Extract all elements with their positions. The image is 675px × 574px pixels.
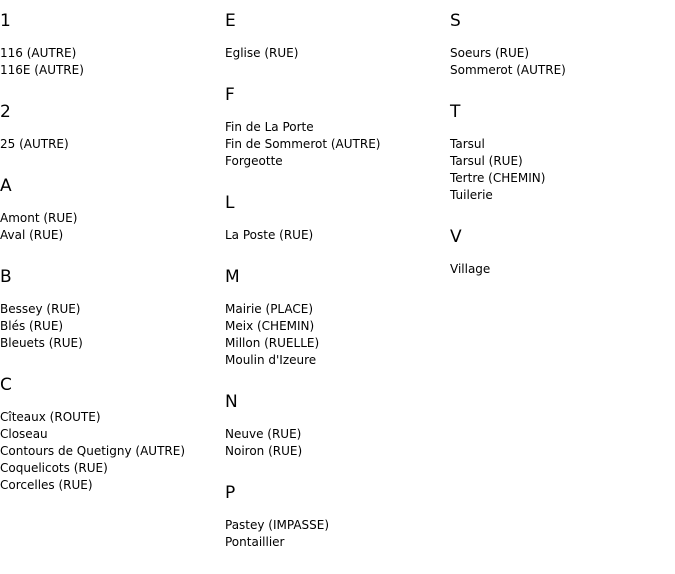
- street-link[interactable]: Forgeotte: [225, 154, 283, 168]
- street-list-item: [450, 170, 670, 187]
- street-list-item: [225, 352, 445, 369]
- street-list: [0, 136, 220, 153]
- letter-heading: L: [225, 193, 235, 213]
- letter-heading: T: [450, 102, 461, 122]
- street-link[interactable]: La Poste (RUE): [225, 228, 314, 242]
- letter-group: [450, 11, 670, 79]
- street-list-item: [0, 426, 220, 443]
- letter-group: [0, 11, 220, 79]
- street-list-item: [225, 534, 445, 551]
- letter-group: [225, 193, 445, 244]
- street-list-item: [0, 443, 220, 460]
- street-list-item: [450, 62, 670, 79]
- street-list-item: [225, 136, 445, 153]
- street-list-item: [225, 318, 445, 335]
- street-list: [0, 301, 220, 352]
- street-link[interactable]: Millon (RUELLE): [225, 336, 320, 350]
- street-list-item: [0, 45, 220, 62]
- street-list-item: [225, 443, 445, 460]
- letter-heading: 2: [0, 102, 11, 122]
- street-list-item: [0, 335, 220, 352]
- street-list-item: [450, 187, 670, 204]
- street-link[interactable]: Fin de La Porte: [225, 120, 314, 134]
- street-list: [225, 119, 445, 170]
- street-link[interactable]: Aval (RUE): [0, 228, 64, 242]
- street-list-item: [450, 261, 670, 278]
- street-link[interactable]: Pontaillier: [225, 535, 285, 549]
- street-link[interactable]: Village: [450, 262, 491, 276]
- street-list-item: [0, 301, 220, 318]
- street-list-item: [0, 227, 220, 244]
- street-list-item: [225, 426, 445, 443]
- street-list-item: [0, 210, 220, 227]
- street-list-item: [0, 460, 220, 477]
- street-link[interactable]: Tarsul: [450, 137, 485, 151]
- street-list-item: [0, 409, 220, 426]
- street-link[interactable]: Eglise (RUE): [225, 46, 299, 60]
- street-list-item: [225, 335, 445, 352]
- street-list: [225, 426, 445, 460]
- street-link[interactable]: Bleuets (RUE): [0, 336, 83, 350]
- street-list-item: [225, 119, 445, 136]
- street-link[interactable]: Bessey (RUE): [0, 302, 81, 316]
- street-link[interactable]: Tertre (CHEMIN): [450, 171, 546, 185]
- letter-group: [225, 85, 445, 170]
- street-list: [450, 136, 670, 204]
- street-link[interactable]: Blés (RUE): [0, 319, 64, 333]
- street-link[interactable]: 25 (AUTRE): [0, 137, 69, 151]
- street-list-item: [0, 318, 220, 335]
- letter-group: [0, 176, 220, 244]
- street-link[interactable]: Cîteaux (ROUTE): [0, 410, 101, 424]
- street-list-item: [0, 136, 220, 153]
- street-link[interactable]: Coquelicots (RUE): [0, 461, 108, 475]
- street-list-item: [450, 136, 670, 153]
- street-link[interactable]: Contours de Quetigny (AUTRE): [0, 444, 186, 458]
- street-index-column-1: [0, 11, 220, 517]
- letter-heading: 1: [0, 11, 11, 31]
- letter-heading: S: [450, 11, 461, 31]
- street-index-column-2: [225, 11, 445, 574]
- street-list-item: [225, 301, 445, 318]
- street-list: [0, 409, 220, 494]
- letter-heading: P: [225, 483, 236, 503]
- letter-group: [225, 11, 445, 62]
- street-link[interactable]: Pastey (IMPASSE): [225, 518, 330, 532]
- street-list-item: [225, 227, 445, 244]
- street-link[interactable]: Moulin d'Izeure: [225, 353, 317, 367]
- street-list-item: [0, 62, 220, 79]
- street-link[interactable]: 116E (AUTRE): [0, 63, 84, 77]
- street-list: [225, 301, 445, 369]
- street-list: [225, 517, 445, 551]
- street-link[interactable]: Tarsul (RUE): [450, 154, 523, 168]
- street-list: [225, 45, 445, 62]
- letter-group: [0, 375, 220, 494]
- letter-group: [450, 227, 670, 278]
- street-list-item: [450, 45, 670, 62]
- street-link[interactable]: Soeurs (RUE): [450, 46, 530, 60]
- street-list: [450, 261, 670, 278]
- street-link[interactable]: Noiron (RUE): [225, 444, 303, 458]
- street-link[interactable]: Tuilerie: [450, 188, 493, 202]
- street-link[interactable]: 116 (AUTRE): [0, 46, 77, 60]
- street-list-item: [225, 153, 445, 170]
- street-list: [225, 227, 445, 244]
- street-list: [0, 210, 220, 244]
- street-link[interactable]: Amont (RUE): [0, 211, 78, 225]
- letter-heading: B: [0, 267, 12, 287]
- letter-heading: E: [225, 11, 236, 31]
- street-list-item: [225, 45, 445, 62]
- letter-heading: A: [0, 176, 12, 196]
- street-link[interactable]: Corcelles (RUE): [0, 478, 93, 492]
- street-link[interactable]: Closeau: [0, 427, 48, 441]
- street-list-item: [450, 153, 670, 170]
- street-link[interactable]: Neuve (RUE): [225, 427, 302, 441]
- letter-heading: V: [450, 227, 462, 247]
- street-index-column-3: [450, 11, 670, 301]
- letter-group: [225, 483, 445, 551]
- letter-group: [225, 392, 445, 460]
- street-link[interactable]: Mairie (PLACE): [225, 302, 314, 316]
- letter-group: [0, 267, 220, 352]
- street-link[interactable]: Sommerot (AUTRE): [450, 63, 566, 77]
- street-list: [450, 45, 670, 79]
- letter-group: [225, 267, 445, 369]
- letter-heading: M: [225, 267, 240, 287]
- letter-heading: C: [0, 375, 12, 395]
- letter-heading: N: [225, 392, 238, 412]
- street-list-item: [0, 477, 220, 494]
- street-list-item: [225, 517, 445, 534]
- letter-heading: F: [225, 85, 235, 105]
- street-link[interactable]: Fin de Sommerot (AUTRE): [225, 137, 381, 151]
- letter-group: [450, 102, 670, 204]
- letter-group: [0, 102, 220, 153]
- street-link[interactable]: Meix (CHEMIN): [225, 319, 315, 333]
- street-list: [0, 45, 220, 79]
